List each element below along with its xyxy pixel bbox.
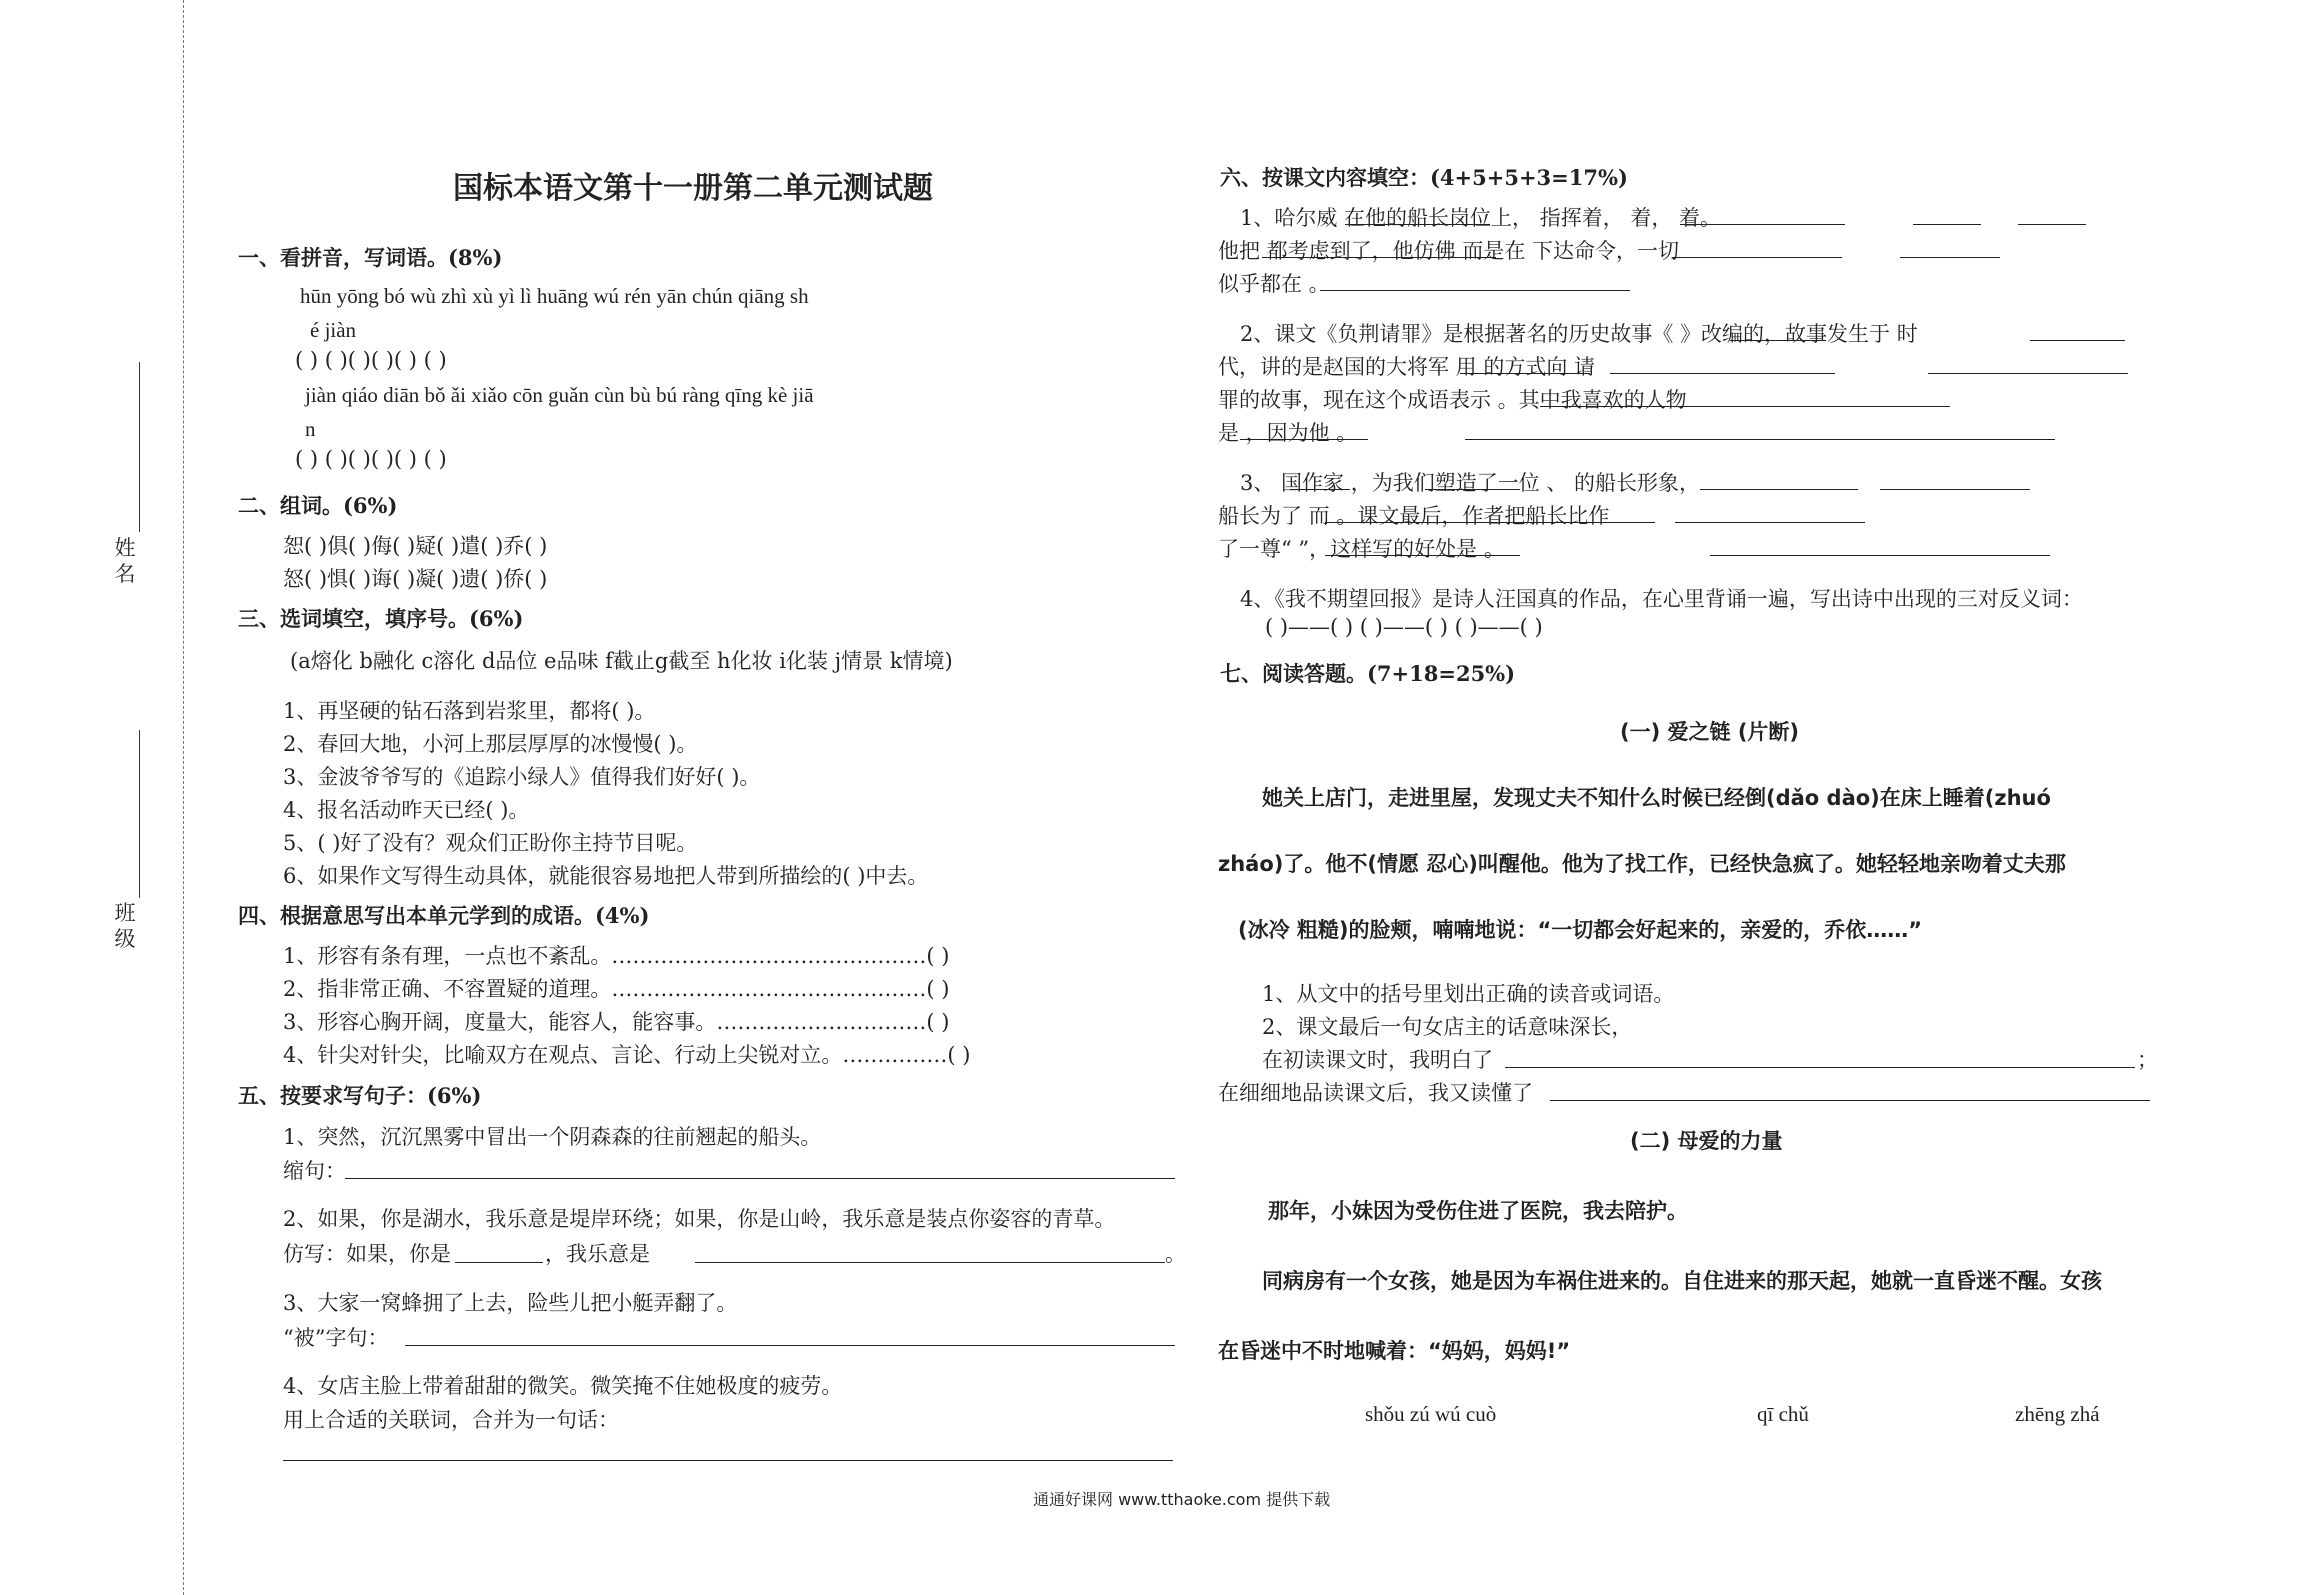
passage-1-title: (一) 爱之链 (片断): [1620, 720, 1800, 744]
pinyin-prompt-1: shǒu zú wú cuò: [1365, 1402, 1497, 1426]
sentence-q4-answer-line[interactable]: [283, 1460, 1173, 1461]
blank[interactable]: [1680, 224, 1845, 225]
blank[interactable]: [1460, 373, 1590, 374]
sentence-q4-label: 用上合适的关联词，合并为一句话：: [283, 1408, 619, 1432]
pinyin-row-2-wrap: n: [305, 417, 316, 441]
fill-item-5[interactable]: 5、( )好了没有？观众们正盼你主持节目呢。: [283, 831, 698, 855]
recall-q1-line-1[interactable]: 1、哈尔威 在他的船长岗位上， 指挥着， 着， 着。: [1240, 206, 1722, 230]
recall-q4-line-2[interactable]: ( )——( ) ( )——( ) ( )——( ): [1265, 615, 1543, 639]
blank[interactable]: [1700, 489, 1858, 490]
class-write-line[interactable]: [139, 730, 140, 898]
recall-q3-line-3[interactable]: 了一尊“ ”，这样写的好处是 。: [1218, 537, 1505, 561]
reading-q2-a: 在初读课文时，我明白了: [1262, 1048, 1493, 1072]
section-6-heading: 六、按课文内容填空：(4+5+5+3=17%): [1220, 165, 1628, 190]
blank[interactable]: [1290, 489, 1350, 490]
blank[interactable]: [1928, 373, 2128, 374]
fill-item-4[interactable]: 4、报名活动昨天已经( )。: [283, 798, 530, 822]
passage-2-title: (二) 母爱的力量: [1630, 1129, 1783, 1153]
blank[interactable]: [1465, 439, 2055, 440]
binding-dashed-line: [183, 0, 184, 1595]
blank[interactable]: [1900, 257, 2000, 258]
answer-parens-row-2[interactable]: ( ) ( )( )( )( ) ( ): [295, 447, 447, 471]
blank[interactable]: [1345, 224, 1490, 225]
blank[interactable]: [1675, 522, 1865, 523]
section-7-heading: 七、阅读答题。(7+18=25%): [1220, 661, 1516, 686]
sentence-q2-b: ，我乐意是: [545, 1242, 650, 1266]
section-3-heading: 三、选词填空，填序号。(6%): [238, 606, 524, 631]
sentence-q1: 1、突然，沉沉黑雾中冒出一个阴森森的往前翘起的船头。: [283, 1125, 822, 1149]
passage-2-line-3: 在昏迷中不时地喊着：“妈妈，妈妈!”: [1218, 1339, 1571, 1363]
idiom-item-1[interactable]: 1、形容有条有理，一点也不紊乱。………………………………………( ): [283, 944, 950, 968]
blank[interactable]: [1325, 522, 1655, 523]
passage-1-line-3: (冰冷 粗糙)的脸颊，喃喃地说：“一切都会好起来的，亲爱的，乔依……”: [1238, 918, 1923, 942]
passage-1-line-1: 她关上店门，走进里屋，发现丈夫不知什么时候已经倒(dǎo dào)在床上睡着(zhuó: [1262, 786, 2051, 810]
sentence-q1-answer-line[interactable]: [345, 1178, 1175, 1179]
recall-q3-line-1[interactable]: 3、 国作家 ，为我们塑造了一位 、 的船长形象，: [1240, 471, 1701, 495]
sentence-q3: 3、大家一窝蜂拥了上去，险些儿把小艇弄翻了。: [283, 1291, 738, 1315]
sentence-q1-label: 缩句：: [283, 1159, 346, 1183]
word-group-row-1[interactable]: 恕( )俱( )侮( )疑( )遣( )乔( ): [283, 534, 548, 558]
reading-q2-a-end: ；: [2137, 1048, 2158, 1072]
recall-q1-line-2[interactable]: 他把 都考虑到了，他仿佛 而是在 下达命令，一切: [1218, 239, 1680, 263]
reading-q1: 1、从文中的括号里划出正确的读音或词语。: [1262, 982, 1675, 1006]
fill-item-3[interactable]: 3、金波爷爷写的《追踪小绿人》值得我们好好( )。: [283, 765, 761, 789]
blank[interactable]: [1240, 439, 1368, 440]
sentence-q2-c: 。: [1165, 1242, 1186, 1266]
section-1-heading: 一、看拼音，写词语。(8%): [238, 245, 503, 270]
page-title: 国标本语文第十一册第二单元测试题: [453, 171, 933, 206]
reading-q2: 2、课文最后一句女店主的话意味深长，: [1262, 1015, 1633, 1039]
class-label: 班级: [114, 901, 136, 951]
blank[interactable]: [1710, 555, 2050, 556]
idiom-item-3[interactable]: 3、形容心胸开阔，度量大，能容人，能容事。…………………………( ): [283, 1010, 950, 1034]
pinyin-row-1-wrap: é jiàn: [310, 318, 357, 342]
sentence-q2-blank-2[interactable]: [695, 1262, 1165, 1263]
blank[interactable]: [1325, 555, 1520, 556]
recall-q2-line-3[interactable]: 罪的故事，现在这个成语表示 。其中我喜欢的人物: [1218, 388, 1687, 412]
sentence-q3-answer-line[interactable]: [405, 1345, 1175, 1346]
sentence-q2-blank-1[interactable]: [455, 1262, 543, 1263]
blank[interactable]: [1262, 257, 1496, 258]
blank[interactable]: [1730, 340, 1826, 341]
passage-2-line-1: 那年，小妹因为受伤住进了医院，我去陪护。: [1268, 1199, 1688, 1223]
section-4-heading: 四、根据意思写出本单元学到的成语。(4%): [238, 903, 650, 928]
pinyin-prompt-2: qī chǔ: [1757, 1402, 1809, 1426]
idiom-item-2[interactable]: 2、指非常正确、不容置疑的道理。………………………………………( ): [283, 977, 950, 1001]
section-2-heading: 二、组词。(6%): [238, 493, 398, 518]
sentence-q2-a: 仿写：如果，你是: [283, 1242, 451, 1266]
pinyin-prompt-3: zhēng zhá: [2015, 1402, 2100, 1426]
sentence-q2: 2、如果，你是湖水，我乐意是堤岸环绕；如果，你是山岭，我乐意是装点你姿容的青草。: [283, 1207, 1116, 1231]
answer-parens-row-1[interactable]: ( ) ( )( )( )( ) ( ): [295, 348, 447, 372]
sentence-q3-label: “被”字句：: [283, 1326, 389, 1350]
passage-1-line-2: zháo)了。他不(情愿 忍心)叫醒他。他为了找工作，已经快急疯了。她轻轻地亲吻着丈夫那: [1218, 852, 2066, 876]
name-write-line[interactable]: [139, 362, 140, 532]
fill-item-1[interactable]: 1、再坚硬的钻石落到岩浆里，都将( )。: [283, 699, 656, 723]
idiom-item-4[interactable]: 4、针尖对针尖，比喻双方在观点、言论、行动上尖锐对立。……………( ): [283, 1043, 971, 1067]
blank[interactable]: [2030, 340, 2125, 341]
blank[interactable]: [1672, 257, 1842, 258]
sentence-q4: 4、女店主脸上带着甜甜的微笑。微笑掩不住她极度的疲劳。: [283, 1374, 843, 1398]
name-label: 姓名: [114, 536, 136, 586]
reading-q2-b: 在细细地品读课文后，我又读懂了: [1218, 1081, 1533, 1105]
blank[interactable]: [2018, 224, 2086, 225]
recall-q1-line-3[interactable]: 似乎都在 。: [1218, 272, 1330, 296]
recall-q2-line-4[interactable]: 是 ，因为他 。: [1218, 421, 1358, 445]
recall-q2-line-1[interactable]: 2、课文《负荆请罪》是根据著名的历史故事《 》改编的，故事发生于 时: [1240, 322, 1918, 346]
pinyin-row-1: hūn yōng bó wù zhì xù yì lì huāng wú rén yān chún qiāng sh: [300, 284, 809, 308]
reading-q2-b-answer-line[interactable]: [1550, 1100, 2150, 1101]
recall-q3-line-2[interactable]: 船长为了 而 。课文最后，作者把船长比作: [1218, 504, 1610, 528]
blank[interactable]: [1610, 373, 1835, 374]
fill-item-6[interactable]: 6、如果作文写得生动具体，就能很容易地把人带到所描绘的( )中去。: [283, 864, 929, 888]
fill-item-2[interactable]: 2、春回大地，小河上那层厚厚的冰慢慢( )。: [283, 732, 698, 756]
blank[interactable]: [1425, 489, 1520, 490]
footer-source: 通通好课网 www.tthaoke.com 提供下载: [1033, 1490, 1331, 1509]
blank[interactable]: [1320, 290, 1630, 291]
blank[interactable]: [1880, 489, 2030, 490]
reading-q2-a-answer-line[interactable]: [1505, 1067, 2135, 1068]
word-options: (a熔化 b融化 c溶化 d品位 e品味 f截止g截至 h化妆 i化装 j情景 k情境): [290, 649, 953, 673]
recall-q4-line-1: 4、《我不期望回报》是诗人汪国真的作品，在心里背诵一遍，写出诗中出现的三对反义词：: [1240, 587, 2083, 611]
blank[interactable]: [1540, 406, 1950, 407]
blank[interactable]: [1913, 224, 1981, 225]
pinyin-row-2: jiàn qiáo diān bǒ ǎi xiǎo cōn guǎn cùn bù bú ràng qīng kè jiā: [305, 383, 814, 407]
passage-2-line-2: 同病房有一个女孩，她是因为车祸住进来的。自住进来的那天起，她就一直昏迷不醒。女孩: [1262, 1269, 2102, 1293]
word-group-row-2[interactable]: 怒( )惧( )诲( )凝( )遗( )侨( ): [283, 567, 548, 591]
section-5-heading: 五、按要求写句子：(6%): [238, 1083, 482, 1108]
recall-q2-line-2[interactable]: 代，讲的是赵国的大将军 用 的方式向 请: [1218, 355, 1596, 379]
